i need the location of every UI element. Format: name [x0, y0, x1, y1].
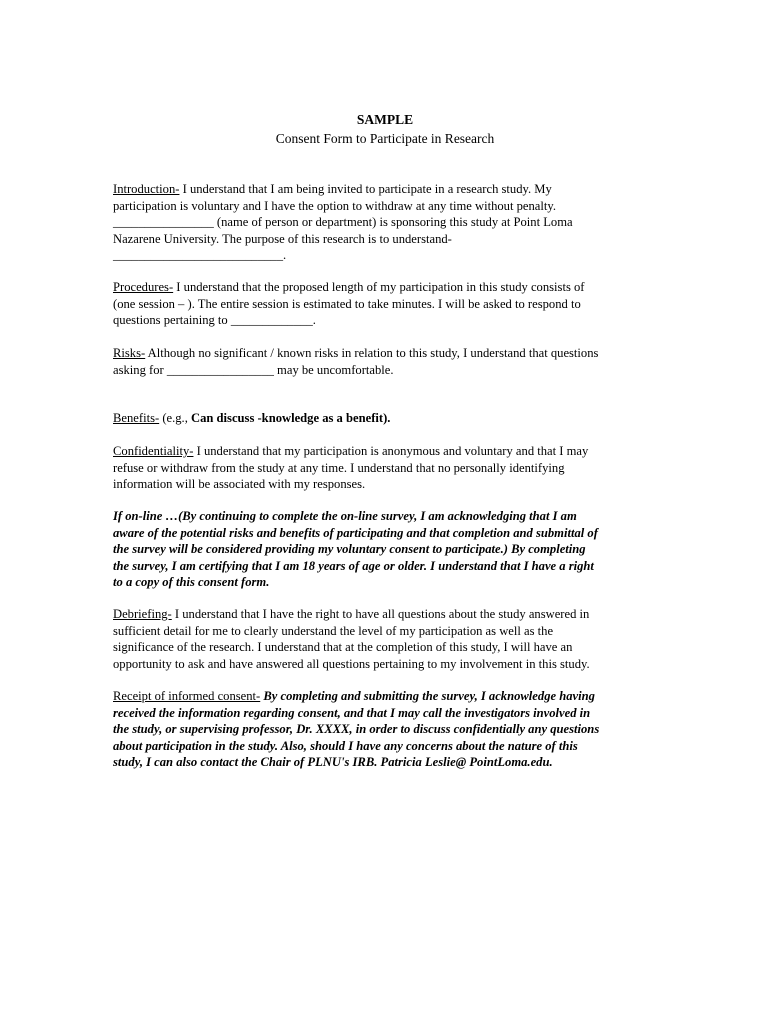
confidentiality-section	[113, 443, 653, 493]
receipt-heading: Receipt of informed consent-	[113, 689, 261, 703]
document-subtitle: Consent Form to Participate in Research	[275, 131, 495, 146]
receipt-line: the study, or supervising professor, Dr. XXXX, in order to discuss confidentially any questions	[113, 722, 600, 736]
document-title: SAMPLE	[356, 112, 414, 127]
debriefing-line: significance of the research. I understand that at the completion of this study, I will have an	[113, 640, 573, 654]
introduction-line: ___________________________.	[113, 248, 287, 262]
procedures-line: (one session – ). The entire session is estimated to take minutes. I will be asked to respond to	[113, 296, 581, 311]
benefits-heading: Benefits-	[113, 411, 160, 425]
procedures-heading: Procedures-	[113, 280, 174, 294]
confidentiality-heading: Confidentiality-	[113, 444, 194, 458]
online-consent-line: the survey, I am certifying that I am 18 years of age or older. I understand that I have a right	[113, 558, 594, 573]
receipt-line: received the information regarding consent, and that I may call the investigators involved in	[113, 705, 591, 720]
receipt-line: about participation in the study. Also, should I have any concerns about the nature of this	[113, 738, 578, 753]
introduction-heading: Introduction-	[113, 182, 180, 196]
procedures-line: questions pertaining to _____________.	[113, 313, 316, 327]
introduction-line: participation is voluntary and I have the option to withdraw at any time without penalty.	[113, 198, 557, 213]
online-consent-line: aware of the potential risks and benefits of participating and that completion and submittal of	[113, 525, 598, 540]
risks-heading: Risks-	[113, 346, 146, 360]
online-consent-section	[113, 508, 653, 591]
online-consent-line: the survey will be considered providing my voluntary consent to participate.) By completing	[113, 542, 586, 556]
debriefing-line: I understand that I have the right to have all questions about the study answered in	[171, 607, 590, 621]
receipt-line: study, I can also contact the Chair of PLNU's IRB. Patricia Leslie@ PointLoma.edu.	[113, 755, 553, 769]
introduction-line: Nazarene University. The purpose of this research is to understand-	[113, 231, 452, 246]
debriefing-line: opportunity to ask and have answered all questions pertaining to my involvement in this study.	[113, 656, 590, 671]
benefits-section	[113, 410, 653, 427]
debriefing-line: sufficient detail for me to clearly understand the level of my participation as well as the	[113, 623, 554, 638]
introduction-section	[113, 181, 653, 264]
receipt-line: By completing and submitting the survey, I acknowledge having	[260, 689, 595, 703]
benefits-bold-text: Can discuss -knowledge as a benefit).	[191, 411, 391, 425]
introduction-line: ________________ (name of person or department) is sponsoring this study at Point Loma	[113, 215, 573, 229]
risks-line: asking for _________________ may be uncomfortable.	[113, 362, 394, 377]
risks-line: Although no significant / known risks in relation to this study, I understand that questions	[145, 346, 599, 360]
debriefing-section	[113, 606, 653, 672]
debriefing-heading: Debriefing-	[113, 607, 172, 621]
confidentiality-line: I understand that my participation is anonymous and voluntary and that I may	[193, 444, 589, 458]
confidentiality-line: refuse or withdraw from the study at any time. I understand that no personally identifying	[113, 460, 565, 475]
confidentiality-line: information will be associated with my responses.	[113, 477, 366, 491]
introduction-line: I understand that I am being invited to participate in a research study. My	[179, 182, 552, 196]
benefits-prefix: (e.g.,	[159, 411, 191, 425]
receipt-section	[113, 688, 653, 771]
online-consent-line: If on-line …(By continuing to complete the on-line survey, I am acknowledging that I am	[113, 509, 577, 523]
online-consent-line: to a copy of this consent form.	[113, 575, 270, 589]
procedures-line: I understand that the proposed length of my participation in this study consists of	[173, 280, 585, 294]
risks-section	[113, 345, 653, 378]
procedures-section	[113, 279, 653, 329]
